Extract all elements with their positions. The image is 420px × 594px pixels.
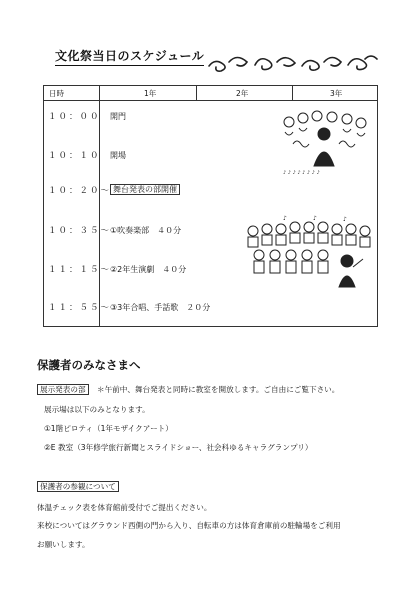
page-title: 文化祭当日のスケジュール <box>55 47 204 66</box>
event-drama: ②2年生演劇 ４０分 <box>110 265 187 274</box>
visit-line-3: お願いします。 <box>37 540 90 549</box>
header-grade3: 3年 <box>330 89 343 98</box>
schedule-header-row <box>44 86 377 101</box>
event-gate-open: 開門 <box>110 112 126 121</box>
students-singing-illustration-icon <box>243 215 378 290</box>
time-1000: １０：００ <box>48 112 101 122</box>
visit-line-2: 来校についてはグラウンド西側の門から入り、自転車の方は体育倉庫前の駐輪場をご利用 <box>37 521 341 530</box>
time-1155: １１：５５～ <box>48 303 112 313</box>
notice-heading: 保護者のみなさまへ <box>37 358 141 372</box>
time-1020: １０：２０～ <box>48 186 112 196</box>
svg-text:♪ ♪ ♪ ♪ ♪ ♪ ♪ ♪: ♪ ♪ ♪ ♪ ♪ ♪ ♪ ♪ <box>283 170 320 176</box>
choir-illustration-icon <box>277 108 372 176</box>
time-1035: １０：３５～ <box>48 226 112 236</box>
svg-text:♪: ♪ <box>343 216 347 223</box>
time-1115: １１：１５～ <box>48 265 112 275</box>
time-1010: １０：１０ <box>48 151 101 161</box>
exhibit-tag: 展示発表の部 <box>37 384 89 395</box>
header-grade2: 2年 <box>236 89 249 98</box>
event-brass-band: ①吹奏楽部 ４０分 <box>110 226 182 235</box>
header-datetime: 日時 <box>49 89 64 98</box>
place-2: ②E 教室（3年修学旅行新聞とスライドショー、社会科ゆるキャラグランプリ） <box>44 443 313 452</box>
exhibit-text: ＊午前中、舞台発表と同時に教室を開放します。ご自由にご覧下さい。 <box>96 385 340 394</box>
event-venue-open: 開場 <box>110 151 126 160</box>
exhibit-line <box>37 384 339 395</box>
decorative-swirls-icon <box>205 50 380 74</box>
visit-line-1: 体温チェック表を体育館前受付でご提出ください。 <box>37 503 212 512</box>
visit-tag: 保護者の参観について <box>37 481 119 492</box>
event-stage-start: 舞台発表の部開催 <box>110 184 180 195</box>
svg-text:♪: ♪ <box>313 215 317 222</box>
svg-text:♪: ♪ <box>283 215 287 222</box>
place-1: ①1階ピロティ（1年モザイクアート） <box>44 424 173 433</box>
event-chorus: ③3年合唱、手話歌 ２０分 <box>110 303 211 312</box>
header-grade1: 1年 <box>144 89 157 98</box>
places-intro: 展示場は以下のみとなります。 <box>44 405 150 414</box>
